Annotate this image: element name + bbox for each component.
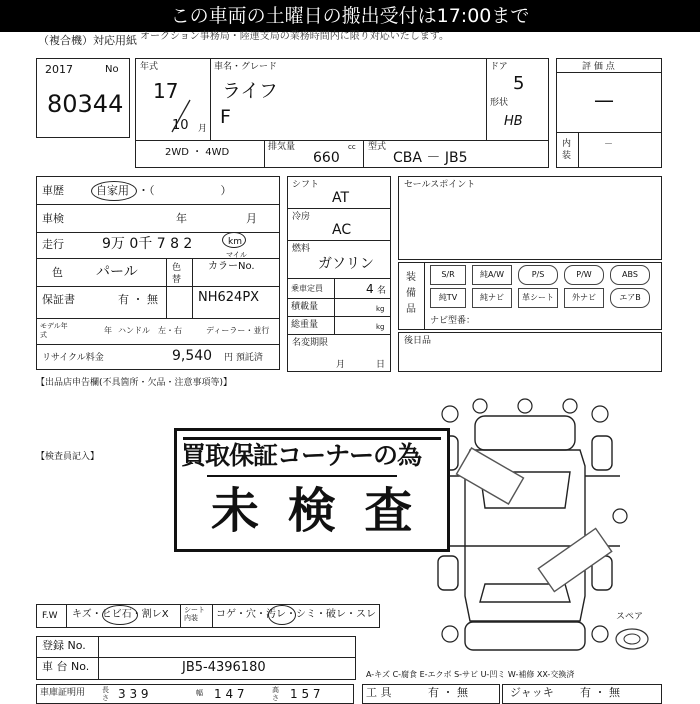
- warranty-label: 保証書: [42, 293, 75, 306]
- shape-label: 形状: [490, 98, 509, 108]
- seat-items: コゲ・穴・汚レ・シミ・破レ・スレ: [216, 609, 376, 620]
- year-month: 10: [172, 118, 189, 133]
- door-value: 5: [513, 73, 525, 94]
- color-code-label: カラーNo.: [208, 261, 255, 272]
- displacement-label: 排気量: [268, 142, 296, 152]
- model-year-label: モデル年式: [40, 322, 68, 339]
- equipment-label: 装備品: [406, 272, 416, 315]
- ac-label: 冷房: [292, 212, 311, 222]
- model-year-unit: 年: [104, 326, 112, 335]
- model-label: 車名・グレード: [214, 62, 278, 72]
- mileage-km: km: [228, 237, 242, 247]
- seat-stain-circle: [268, 605, 296, 625]
- tools-label: 工 具: [366, 686, 392, 699]
- fw-items: キズ・ヒビ石・割レX: [72, 609, 169, 620]
- model-grade: F: [220, 106, 231, 128]
- chassis-value: JB5-4396180: [182, 660, 266, 675]
- banner-text: この車両の土曜日の搬出受付は17:00まで: [170, 5, 530, 27]
- equipment-grid: [424, 262, 662, 310]
- load-unit: kg: [376, 305, 385, 313]
- certificate-label: 車庫証明用: [40, 688, 86, 698]
- jack-value: 有 ・ 無: [580, 686, 620, 699]
- color-label: 色: [52, 266, 63, 279]
- seat-label: シート内装: [184, 606, 205, 622]
- nav-model-label: ナビ型番：: [430, 316, 476, 326]
- displacement-value: 660: [313, 150, 340, 166]
- equip-power-steering: P/S: [518, 265, 558, 285]
- name-change-month: 月: [336, 360, 346, 370]
- form-top-note: オークション事務局・陸運支局の業務時間内に限り対応いたします。: [140, 31, 449, 42]
- recycle-label: リサイクル料金: [42, 353, 104, 363]
- mileage-label: 走行: [42, 238, 64, 251]
- after-items-box: [398, 332, 662, 372]
- equip-leather-seat: 革シート: [518, 288, 558, 308]
- car-damage-diagram: [420, 396, 630, 656]
- equip-ext-navi: 外ナビ: [564, 288, 604, 308]
- exhibitor-note: 【出品店申告欄(不具箇所・欠品・注意事項等)】: [36, 378, 233, 388]
- stamp-line2: 未 検 査: [211, 483, 419, 539]
- tools-value: 有 ・ 無: [428, 686, 468, 699]
- history-rest: ・（ ）: [138, 184, 232, 197]
- name-change-label: 名変期限: [292, 338, 329, 348]
- interior-label: 内装: [562, 139, 572, 161]
- stamp-line1: 買取保証コーナーの為: [181, 441, 422, 470]
- equip-power-window: P/W: [564, 265, 604, 285]
- inspection-label: 車検: [42, 212, 64, 225]
- capacity-unit: 名: [377, 286, 387, 296]
- door-label: ドア: [490, 62, 508, 72]
- shape-value: HB: [504, 114, 523, 129]
- sales-point-label: セールスポイント: [404, 180, 476, 190]
- no-inspection-stamp: [174, 428, 450, 552]
- ac-value: AC: [332, 222, 352, 238]
- width-value: 1 4 7: [214, 687, 245, 701]
- lot-number-box: [36, 58, 130, 138]
- equip-navi: 純ナビ: [472, 288, 512, 308]
- width-label: 幅: [196, 689, 203, 697]
- lot-number: 80344: [47, 90, 124, 118]
- capacity-value: 4: [366, 282, 374, 296]
- equip-airbag: エアB: [610, 288, 650, 308]
- fuel-value: ガソリン: [318, 256, 374, 272]
- inspector-note: 【検査員記入】: [36, 452, 100, 462]
- drive-label: 2WD ・ 4WD: [165, 147, 230, 158]
- chassis-label: 車 台 No.: [42, 660, 90, 673]
- mileage-value: 9万 0千 7 8 2: [102, 236, 193, 252]
- combined-machine-label: （複合機）対応用紙: [38, 34, 137, 47]
- recycle-value: 9,540: [172, 348, 213, 364]
- dealer-option: ディーラー・並行: [206, 326, 270, 335]
- color-value: パール: [96, 264, 138, 280]
- length-label: 長さ: [102, 686, 109, 702]
- height-value: 1 5 7: [290, 687, 321, 701]
- load-label: 積載量: [291, 302, 319, 312]
- equip-sr: S/R: [430, 265, 466, 285]
- displacement-unit: cc: [348, 143, 356, 151]
- height-label: 高さ: [272, 686, 279, 702]
- recycle-unit: 円 預託済: [224, 353, 263, 363]
- rating-value: —: [594, 88, 614, 112]
- equip-tv: 純TV: [430, 288, 466, 308]
- name-change-day: 日: [376, 360, 386, 370]
- history-label: 車歴: [42, 184, 64, 197]
- handle-option: ハンドル 左・右: [118, 326, 182, 335]
- type-value: CBA － JB5: [393, 150, 468, 166]
- fw-label: F.W: [42, 611, 58, 621]
- interior-value: －: [604, 140, 614, 150]
- saturday-notice-banner: [0, 0, 700, 32]
- year-month-unit: 月: [198, 124, 208, 134]
- spare-tire-icon: [612, 624, 652, 654]
- history-circle: [91, 181, 137, 201]
- lot-no-label: No: [105, 64, 119, 75]
- rating-label: 評 価 点: [582, 62, 615, 72]
- km-circle: [222, 232, 246, 248]
- equip-abs: ABS: [610, 265, 650, 285]
- warranty-value: 有 ・ 無: [118, 293, 158, 306]
- length-value: 3 3 9: [118, 687, 149, 701]
- capacity-label: 乗車定員: [291, 284, 323, 293]
- vehicle-detail-block: [36, 176, 280, 370]
- type-label: 型式: [368, 142, 387, 152]
- damage-legend: A-キズ C-腐食 E-エクボ S-サビ U-凹ミ W-補修 XX-交換済: [366, 670, 575, 679]
- mileage-mile: マイル: [226, 251, 247, 259]
- fuel-label: 燃料: [292, 244, 311, 254]
- gross-unit: kg: [376, 323, 385, 331]
- year-value: 17: [153, 79, 179, 103]
- shift-label: シフト: [292, 180, 320, 190]
- inspection-year-unit: 年: [176, 212, 187, 225]
- history-value: 自家用: [96, 184, 129, 197]
- color-change-label: 色替: [172, 263, 182, 285]
- gross-label: 総重量: [291, 320, 319, 330]
- model-name: ライフ: [222, 80, 278, 102]
- registration-label: 登録 No.: [42, 639, 86, 652]
- shift-value: AT: [332, 190, 350, 206]
- after-items-label: 後日品: [404, 336, 432, 346]
- fw-chip-circle: [102, 605, 138, 625]
- jack-label: ジャッキ: [510, 686, 554, 699]
- spare-label: スペア: [616, 612, 644, 622]
- year-label: 年式: [140, 62, 159, 72]
- inspection-month-unit: 月: [246, 212, 257, 225]
- lot-year-tag: 2017: [45, 63, 73, 76]
- equip-alloy-wheel: 純A/W: [472, 265, 512, 285]
- color-code: NH624PX: [198, 290, 260, 305]
